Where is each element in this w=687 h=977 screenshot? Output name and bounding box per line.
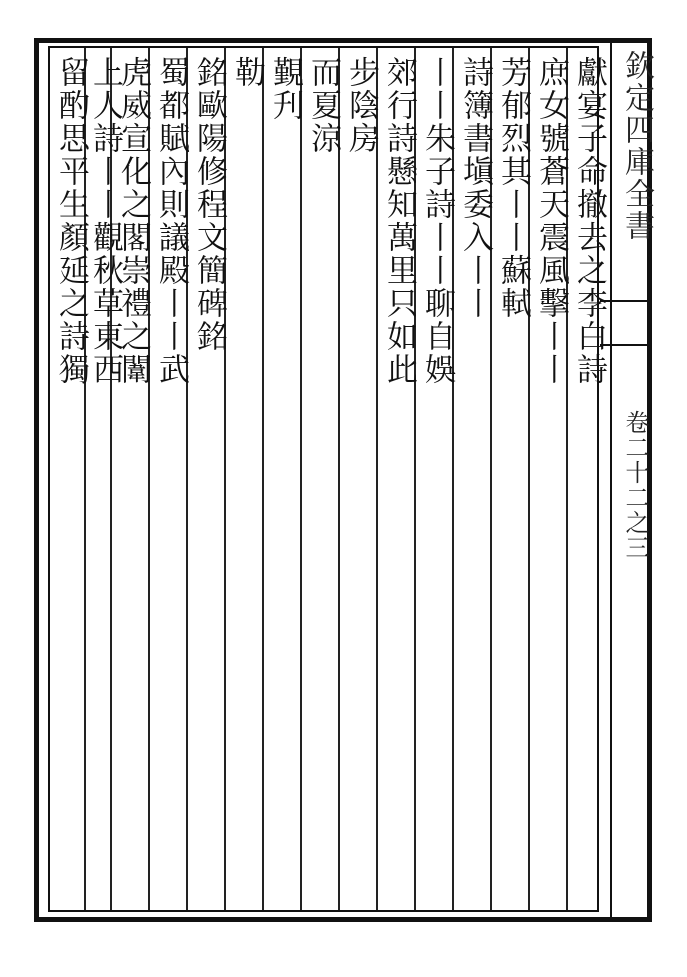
text-column: 覲刋 (267, 56, 303, 122)
volume-label: 卷二十二之三 (621, 410, 649, 560)
column-rule (338, 48, 340, 910)
text-column: 郊行詩懸知萬里只如此 (381, 56, 417, 386)
text-column: 而夏涼 (305, 56, 341, 155)
text-column: 獻宴子命撤去之李白詩 (571, 56, 607, 386)
text-column: 銘歐陽修程文簡碑銘 (191, 56, 227, 353)
fishtail-mark (600, 300, 650, 346)
text-column: 勒 (229, 56, 265, 89)
book-title: 欽定四庫全書 (619, 50, 654, 242)
text-column: 蜀都賦內則議殿丨丨武 (153, 56, 189, 386)
text-column: 虎威宣化之閣崇禮之闈 (115, 56, 151, 386)
column-rule (262, 48, 264, 910)
text-column: 步陰房 (343, 56, 379, 155)
text-column: 芳郁烈其丨丨蘇軾 (495, 56, 531, 320)
column-rule (376, 48, 378, 910)
text-column: 留酌思平生顏延之詩獨 (53, 56, 89, 386)
text-column: 上人詩丨丨觀秋草東西 (87, 56, 123, 386)
text-column: 詩簿書塡委入丨丨 (457, 56, 493, 320)
text-column: 丨丨朱子詩丨丨聊自娛 (419, 56, 455, 386)
column-rule (300, 48, 302, 910)
text-column: 庶女號蒼天震風擊丨丨 (533, 56, 569, 386)
